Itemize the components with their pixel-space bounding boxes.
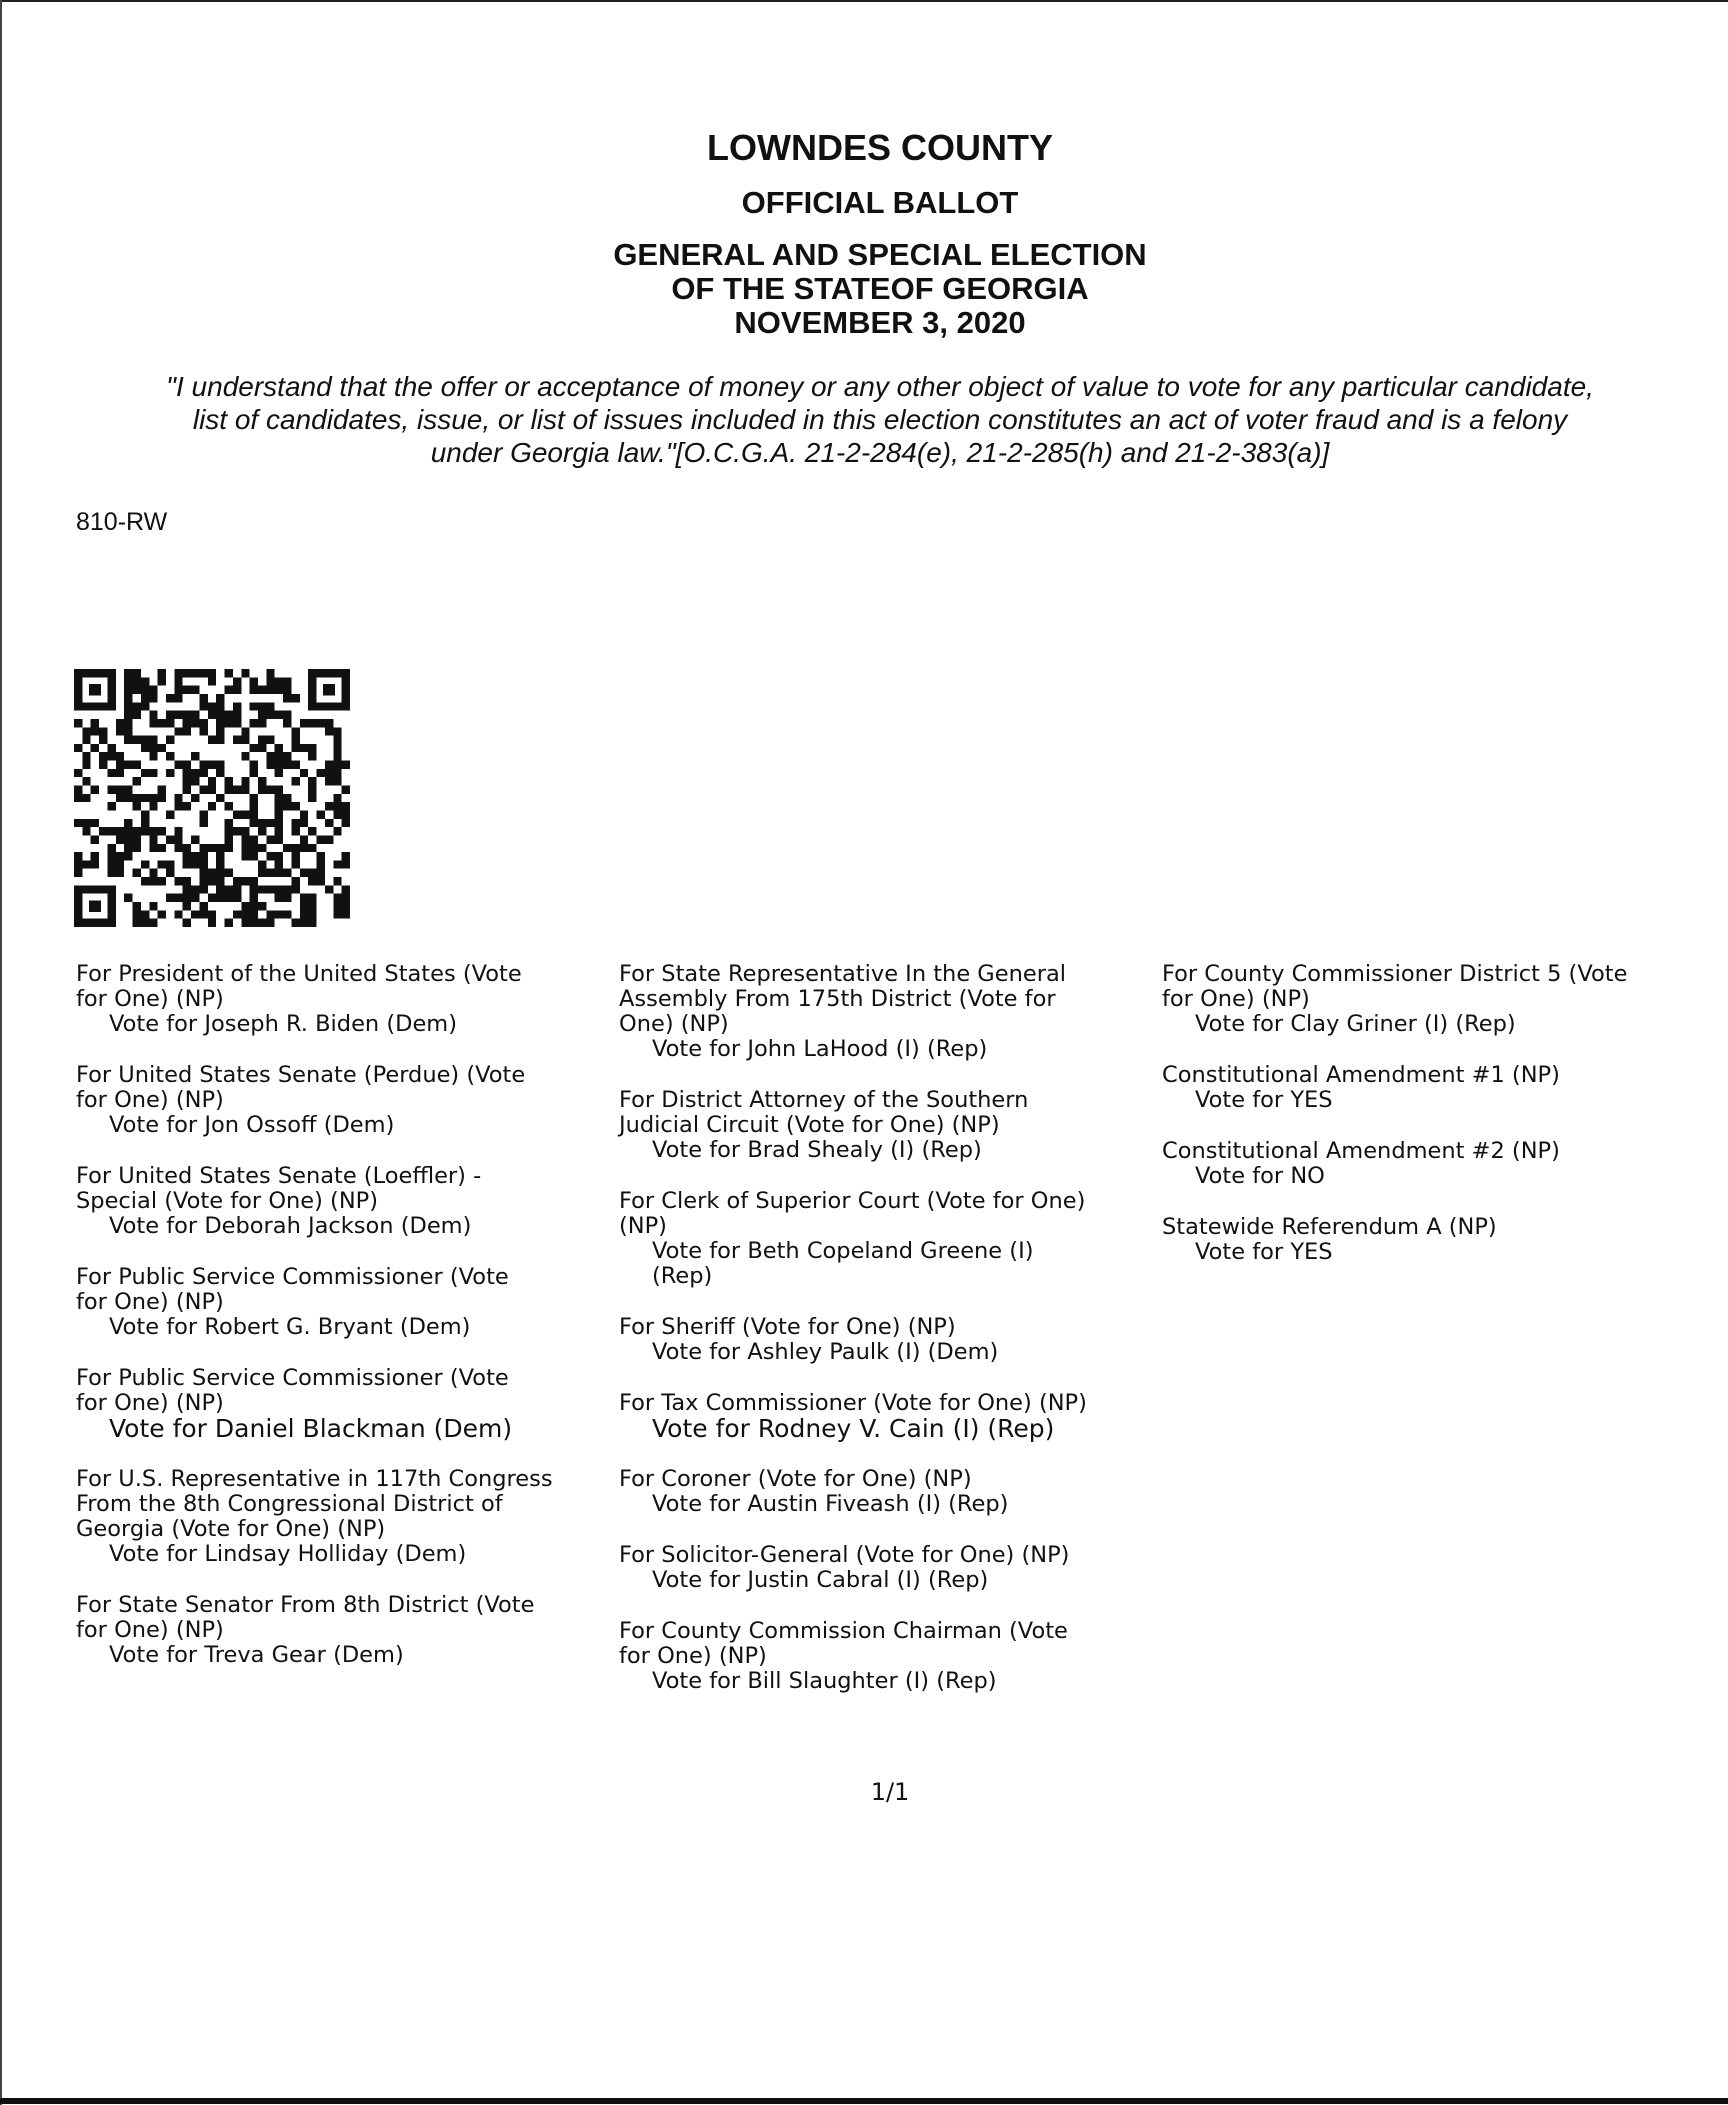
contest-title-line: For Public Service Commissioner (Vote: [76, 1264, 509, 1290]
contest-title-line: For United States Senate (Loeffler) -: [76, 1163, 482, 1189]
vote-choice: Vote for Treva Gear (Dem): [109, 1642, 404, 1668]
contest-selection: [619, 1619, 1159, 1694]
election-title: [0, 238, 1728, 340]
ballot-column-1: [76, 962, 616, 1694]
voter-fraud-notice: [70, 370, 1690, 469]
contest-selection: [619, 1088, 1159, 1163]
contest-title-line: For County Commissioner District 5 (Vote: [1162, 962, 1628, 987]
contest-selection: [619, 1315, 1159, 1365]
contest-title-line: for One) (NP): [76, 1087, 224, 1113]
vote-choice: Vote for Austin Fiveash (I) (Rep): [652, 1491, 1009, 1517]
contest-title-line: For U.S. Representative in 117th Congress: [76, 1466, 553, 1492]
vote-choice: Vote for Robert G. Bryant (Dem): [109, 1314, 471, 1340]
contest-title-line: For Solicitor-General (Vote for One) (NP): [619, 1542, 1070, 1568]
ballot-column-3: [1162, 962, 1682, 1291]
contest-selection: [76, 962, 616, 1037]
vote-choice: Vote for YES: [1195, 1239, 1333, 1265]
page-edge-bottom: [0, 2098, 1728, 2104]
contest-title-line: For State Representative In the General: [619, 961, 1066, 987]
contest-title-line: Constitutional Amendment #2 (NP): [1162, 1138, 1560, 1164]
contest-selection: [1162, 1063, 1682, 1113]
contest-selection: [76, 1164, 616, 1239]
notice-line-2: list of candidates, issue, or list of issues included in this election constitutes an act of voter fraud and is a felony: [192, 404, 1568, 435]
contest-selection: [619, 1543, 1159, 1593]
contest-selection: [76, 1265, 616, 1340]
contest-selection: [619, 1189, 1159, 1289]
vote-choice: Vote for John LaHood (I) (Rep): [652, 1036, 988, 1062]
ballot-title: OFFICIAL BALLOT: [741, 185, 1019, 220]
contest-title-line: For Sheriff (Vote for One) (NP): [619, 1314, 956, 1340]
contest-selection: [76, 1366, 616, 1441]
election-line-1: GENERAL AND SPECIAL ELECTION: [613, 237, 1147, 272]
ballot-header: [0, 126, 1728, 340]
contest-selection: [1162, 962, 1682, 1037]
contest-title-line: For Public Service Commissioner (Vote: [76, 1365, 509, 1391]
contest-title-line: For District Attorney of the Southern: [619, 1087, 1029, 1113]
contest-selection: [619, 1467, 1159, 1517]
contest-title-line: Constitutional Amendment #1 (NP): [1162, 1062, 1560, 1088]
vote-choice: Vote for Brad Shealy (I) (Rep): [652, 1137, 982, 1163]
notice-line-3: under Georgia law."[O.C.G.A. 21-2-284(e), 21-2-285(h) and 21-2-383(a)]: [430, 437, 1330, 468]
contest-selection: [619, 1391, 1159, 1441]
qr-code-icon: [74, 669, 350, 927]
election-line-2: OF THE STATEOF GEORGIA: [671, 271, 1089, 306]
vote-choice: Vote for Clay Griner (I) (Rep): [1195, 1011, 1516, 1037]
contest-title-line: for One) (NP): [76, 986, 224, 1012]
vote-choice: Vote for Rodney V. Cain (I) (Rep): [652, 1414, 1055, 1443]
contest-selection: [76, 1593, 616, 1668]
contest-title-line: Statewide Referendum A (NP): [1162, 1214, 1497, 1240]
contest-title-line: From the 8th Congressional District of: [76, 1491, 503, 1517]
contest-title-line: For President of the United States (Vote: [76, 961, 522, 987]
contest-title-line: for One) (NP): [76, 1617, 224, 1643]
election-date: NOVEMBER 3, 2020: [734, 305, 1026, 340]
contest-title-line: One) (NP): [619, 1011, 729, 1037]
contest-selection: [1162, 1215, 1682, 1265]
contest-selection: [76, 1467, 616, 1567]
vote-choice: Vote for YES: [1195, 1087, 1333, 1113]
vote-choice: Vote for Justin Cabral (I) (Rep): [652, 1567, 989, 1593]
vote-choice: Vote for Jon Ossoff (Dem): [109, 1112, 395, 1138]
contest-title-line: Judicial Circuit (Vote for One) (NP): [619, 1112, 1000, 1138]
vote-choice: Vote for Bill Slaughter (I) (Rep): [652, 1668, 997, 1694]
vote-choice: Vote for Ashley Paulk (I) (Dem): [652, 1339, 999, 1365]
page-edge-top: [0, 0, 1728, 2]
contest-title-line: for One) (NP): [619, 1643, 767, 1669]
vote-choice: Vote for Beth Copeland Greene (I): [652, 1238, 1034, 1264]
ballot-style-code: 810-RW: [76, 508, 168, 536]
contest-title-line: For State Senator From 8th District (Vote: [76, 1592, 535, 1618]
contest-title-line: For Tax Commissioner (Vote for One) (NP): [619, 1390, 1087, 1416]
contest-title-line: Special (Vote for One) (NP): [76, 1188, 379, 1214]
contest-title-line: Assembly From 175th District (Vote for: [619, 986, 1056, 1012]
contest-title-line: Georgia (Vote for One) (NP): [76, 1516, 386, 1542]
contest-selection: [1162, 1139, 1682, 1189]
contest-title-line: For County Commission Chairman (Vote: [619, 1618, 1068, 1644]
county-title: LOWNDES COUNTY: [707, 127, 1053, 168]
contest-title-line: For Clerk of Superior Court (Vote for One): [619, 1188, 1086, 1214]
ballot-column-2: [619, 962, 1159, 1720]
vote-choice: Vote for Daniel Blackman (Dem): [109, 1414, 513, 1443]
contest-title-line: For United States Senate (Perdue) (Vote: [76, 1062, 526, 1088]
contest-title-line: for One) (NP): [1162, 986, 1310, 1012]
page-number: 1/1: [870, 1778, 910, 1806]
vote-choice: (Rep): [652, 1263, 713, 1289]
contest-selection: [76, 1063, 616, 1138]
vote-choice: Vote for Joseph R. Biden (Dem): [109, 1011, 457, 1037]
notice-line-1: "I understand that the offer or acceptance of money or any other object of value to vote for any particular candidate,: [166, 371, 1594, 402]
contest-title-line: for One) (NP): [76, 1289, 224, 1315]
contest-title-line: (NP): [619, 1213, 667, 1239]
contest-title-line: For Coroner (Vote for One) (NP): [619, 1466, 972, 1492]
contest-title-line: for One) (NP): [76, 1390, 224, 1416]
vote-choice: Vote for Deborah Jackson (Dem): [109, 1213, 472, 1239]
vote-choice: Vote for NO: [1195, 1163, 1325, 1189]
contest-selection: [619, 962, 1159, 1062]
vote-choice: Vote for Lindsay Holliday (Dem): [109, 1541, 467, 1567]
